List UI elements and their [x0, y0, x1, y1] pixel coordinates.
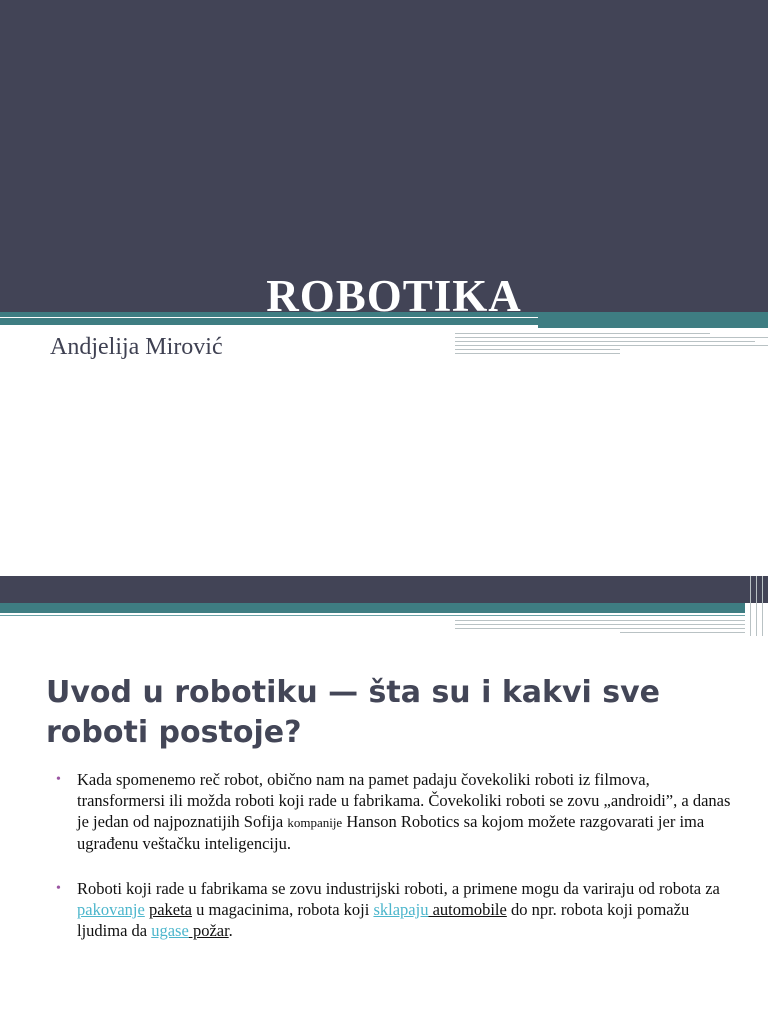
- bullet-icon: •: [56, 772, 61, 787]
- accent-line: [455, 333, 710, 334]
- bullet-item: • Kada spomenemo reč robot, obično nam na pamet padaju čovekoliki roboti iz filmova, transformersi ili možda roboti koji rade u fabrikama. Čovekoliki roboti se zovu „androidi”, a danas je jedan od najpoznatijih Sofija kompanije Hanson Robotics sa kojom možete razgovarati jer ima ugrađenu veštačku inteligenciju.: [56, 770, 731, 853]
- accent-line: [0, 615, 745, 616]
- accent-line: [756, 576, 757, 636]
- content-slide: [0, 576, 768, 1024]
- bullet-list: [56, 769, 736, 965]
- accent-line: [455, 341, 755, 342]
- link-pakovanje[interactable]: pakovanje: [77, 900, 145, 919]
- accent-line: [455, 620, 745, 621]
- accent-line: [455, 628, 745, 629]
- title-band: [0, 0, 768, 312]
- link-sklapaju[interactable]: sklapaju: [373, 900, 429, 919]
- slide-title: ROBOTIKA: [266, 271, 522, 321]
- accent-line: [455, 353, 620, 354]
- accent-bar: [0, 603, 745, 613]
- bullet-item: • Roboti koji rade u fabrikama se zovu industrijski roboti, a primene mogu da variraju od robota za pakovanje paketa u magacinima, robota koji sklapaju automobile do npr. robota koji pomažu ljudima da ugase požar.: [56, 879, 720, 940]
- accent-line: [762, 576, 763, 636]
- accent-line: [455, 349, 620, 350]
- accent-line: [455, 337, 768, 338]
- slide-heading: Uvod u robotiku — šta su i kakvi sve roboti postoje?: [46, 675, 661, 750]
- accent-line: [620, 632, 745, 633]
- bullet-icon: •: [56, 881, 61, 896]
- header-band: [0, 576, 768, 603]
- accent-line: [455, 345, 768, 346]
- accent-line: [750, 576, 751, 636]
- slide-subtitle: Andjelija Mirović: [50, 334, 223, 360]
- accent-line: [455, 624, 745, 625]
- link-ugase[interactable]: ugase: [151, 921, 189, 940]
